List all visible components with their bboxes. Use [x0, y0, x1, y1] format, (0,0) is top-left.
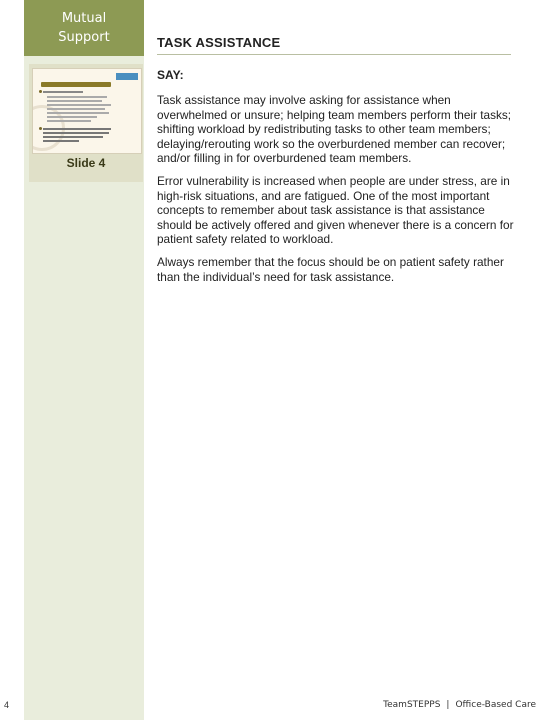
thumbnail-text-line	[43, 128, 111, 130]
body-paragraph: Task assistance may involve asking for assistance when overwhelmed or unsure; helping team members perform their tasks; shifting workload by redistributing tasks to other team members; delaying/rerouting work so the overburdened member can recover; and/or filling in for overburdened team members.	[157, 93, 512, 166]
slide-label: Slide 4	[66, 156, 106, 170]
slide-thumbnail	[32, 68, 142, 154]
thumbnail-badge	[116, 73, 138, 80]
page-title: TASK ASSISTANCE	[157, 35, 281, 50]
thumbnail-text-line	[47, 112, 109, 114]
say-body	[157, 93, 517, 292]
body-paragraph: Always remember that the focus should be on patient safety rather than the individual’s need for task assistance.	[157, 254, 504, 284]
section-label-line1: Mutual	[61, 11, 107, 26]
thumbnail-text-line	[47, 96, 107, 98]
thumbnail-text-line	[47, 104, 111, 106]
say-label: SAY:	[157, 68, 184, 82]
thumbnail-text-line	[47, 108, 105, 110]
thumbnail-text-line	[47, 100, 102, 102]
thumbnail-text-line	[47, 120, 91, 122]
title-divider	[157, 54, 511, 55]
thumbnail-bullet	[39, 127, 42, 130]
body-paragraph: Error vulnerability is increased when people are under stress, are in high-risk situations, and are fatigued. One of the most important concepts to remember about task assistance is that assistance should be actively offered and given whenever there is a concern for patient safety related to workload.	[157, 173, 514, 247]
thumbnail-text-line	[43, 136, 103, 138]
thumbnail-bullet	[39, 90, 42, 93]
page-number: 4	[4, 700, 10, 710]
thumbnail-text-line	[43, 91, 83, 93]
section-tab	[24, 0, 144, 56]
footer-separator: |	[446, 700, 450, 710]
thumbnail-text-line	[47, 116, 97, 118]
footer-setting: Office-Based Care	[455, 700, 536, 710]
section-label-line2: Support	[58, 30, 110, 45]
thumbnail-text-line	[43, 132, 109, 134]
footer-program: TeamSTEPPS	[383, 700, 441, 710]
thumbnail-title-bar	[41, 82, 111, 87]
footer-title	[383, 700, 536, 710]
thumbnail-text-line	[43, 140, 79, 142]
